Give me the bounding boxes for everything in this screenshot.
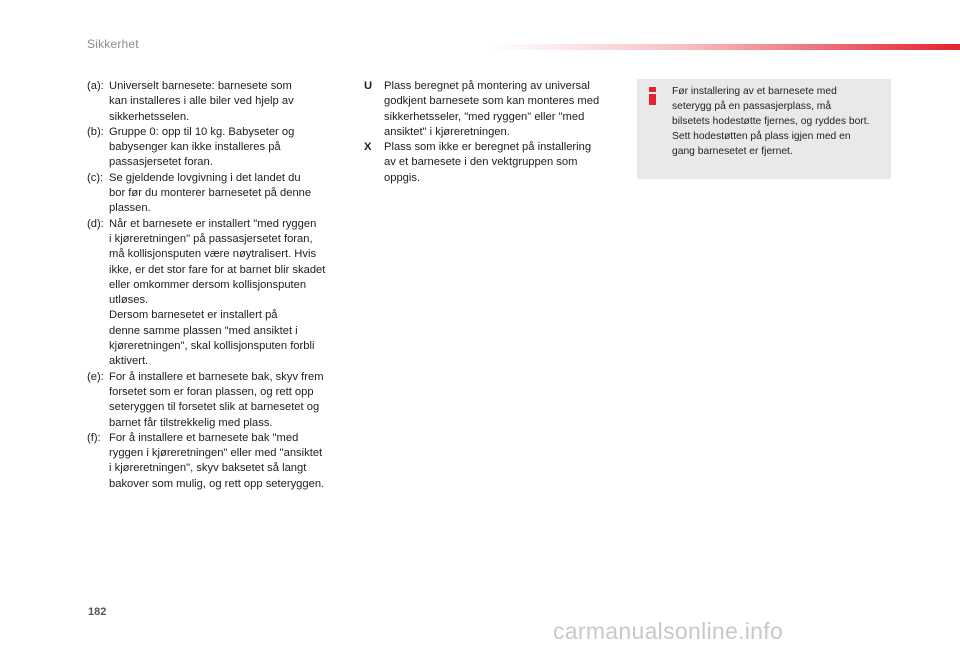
- footnote-text: Universelt barnesete: barnesete som kan installeres i alle biler ved hjelp av sikkerhetsselen.: [109, 80, 294, 123]
- legend-definitions: [364, 79, 620, 186]
- footnote-label: (e):: [87, 370, 104, 383]
- footnote-text: Når et barnesete er installert "med ryggen i kjøreretningen" på passasjersetet foran, må kollisjonsputen være nøytralisert. Hvis ikke, er det stor fare for at barnet blir skadet eller omkommer dersom kollisjonsputen utløses. Dersom barnesetet er installert på denne samme plassen "med ansiktet i kjøreretningen", skal kollisjonsputen forbli aktivert.: [109, 217, 326, 368]
- footnote-text: Gruppe 0: opp til 10 kg. Babyseter og babysenger kan ikke installeres på passasjersetet foran.: [109, 125, 295, 169]
- definition-code: U: [364, 80, 373, 92]
- footnote-item: [87, 79, 347, 125]
- footnote-label: (f):: [87, 431, 101, 444]
- footnote-text: Se gjeldende lovgivning i det landet du bor før du monterer barnesetet på denne plassen.: [109, 171, 312, 215]
- definition-item: [364, 79, 620, 140]
- footnote-item: [87, 370, 347, 431]
- footnotes-list: [87, 79, 347, 492]
- definition-text: Plass beregnet på montering av universal godkjent barnesete som kan monteres med sikkerhetsseler, "med ryggen" eller "med ansiktet" i kjøreretningen.: [384, 80, 600, 138]
- footnote-label: (b):: [87, 125, 104, 138]
- definition-item: [364, 140, 620, 186]
- footnote-item: [87, 171, 347, 217]
- footnote-text: For å installere et barnesete bak "med ryggen i kjøreretningen" eller med "ansiktet i kjøreretningen", skyv baksetet så langt bakover som mulig, og rett opp seteryggen.: [109, 431, 325, 490]
- footnote-label: (d):: [87, 217, 104, 230]
- footnote-text: For å installere et barnesete bak, skyv frem forsetet som er foran plassen, og rett opp seteryggen til forsetet slik at barnesetet og barnet får tilstrekkelig med plass.: [109, 370, 324, 429]
- footnote-item: [87, 431, 347, 492]
- page-number: 182: [88, 606, 107, 618]
- definition-text: Plass som ikke er beregnet på installering av et barnesete i den vektgruppen som oppgis.: [384, 141, 592, 184]
- info-box: [637, 79, 891, 179]
- definition-code: X: [364, 141, 372, 154]
- watermark: carmanualsonline.info: [553, 618, 784, 644]
- info-text: Før installering av et barnesete med seterygg på en passasjerplass, må bilsetets hodestøtte fjernes, og ryddes bort. Sett hodestøtten på plass igjen med en gang barnesetet er fjernet.: [672, 86, 870, 157]
- footnote-label: (a):: [87, 80, 104, 92]
- footnote-label: (c):: [87, 171, 104, 184]
- section-title: Sikkerhet: [87, 37, 139, 51]
- footnote-item: [87, 217, 347, 370]
- footnote-item: [87, 125, 347, 171]
- header-accent-bar: [490, 44, 960, 50]
- info-icon: [648, 87, 657, 105]
